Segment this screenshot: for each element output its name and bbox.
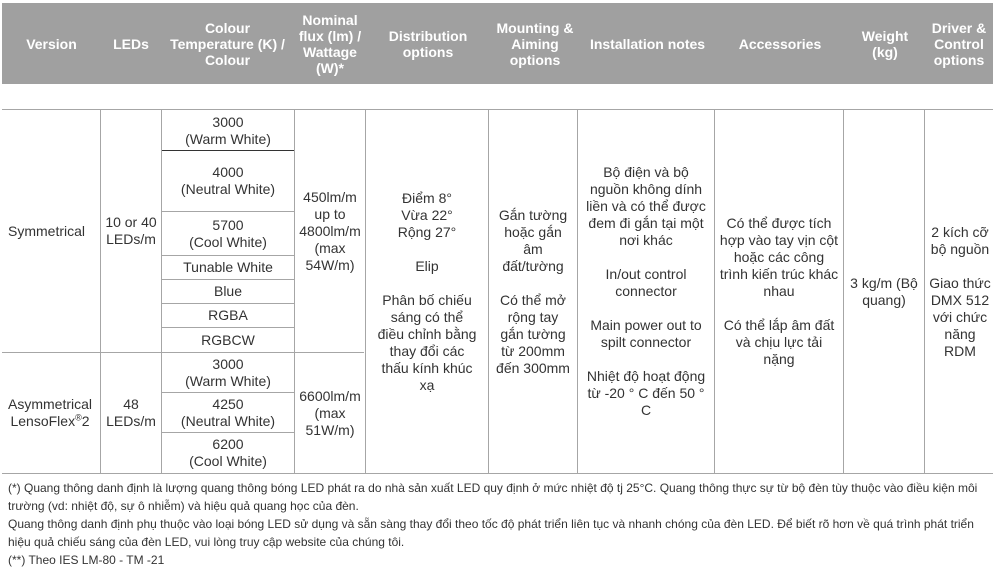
version-asymmetrical: [8, 353, 100, 473]
lensoflex-text: LensoFlex: [10, 413, 76, 429]
driver-dmx-rdm: Giao thức DMX 512 với chức năng RDM: [929, 274, 991, 359]
weight: 3 kg/m (Bộ quang): [850, 274, 918, 308]
colour-blue: Blue: [213, 283, 243, 299]
mounting-wall-ground: Gắn tường hoặc gắn âm đất/tường: [498, 206, 568, 274]
colour-temp: 4250: [212, 395, 244, 412]
colour-6200-cool-asym: [162, 433, 294, 473]
footnote-nominal-flux: (*) Quang thông danh định là lượng quang thông bóng LED phát ra do nhà sản xuất LED quy định ở mức nhiệt độ tj 25°C. Quang thông thực sự từ bộ đèn tùy thuộc vào điều kiện môi trường (vd: nhiệt độ, sự ô nhiễm) và hiệu quả quang học của đèn.: [8, 481, 978, 513]
installation-notes: [578, 110, 714, 473]
colour-temp: 6200: [212, 436, 244, 452]
footnotes: [8, 479, 993, 569]
colour-name: (Warm White): [185, 372, 271, 389]
header-installation: Installation notes: [589, 35, 706, 52]
colour-3000-warm-asym: [162, 353, 294, 392]
colour-name: (Neutral White): [180, 412, 276, 429]
installation-control-connector: In/out control connector: [605, 266, 687, 299]
installation-power-connector: Main power out to spilt connector: [590, 317, 702, 350]
footnote-led-evolution: Quang thông danh định phụ thuộc vào loại bóng LED sử dụng và sẵn sàng thay đổi theo tốc độ phát triển liên tục và nhanh chóng của đèn LED. Để biết rõ hơn về quá trình phát triển hiệu quả chiếu sáng của đèn LED, vui lòng truy cập website của chúng tôi.: [8, 517, 974, 549]
colour-4250-neutral-asym: [162, 393, 294, 432]
header-colour-temperature: Colour Temperature (K) / Colour: [170, 19, 285, 68]
colour-name: (Neutral White): [180, 181, 276, 197]
colour-temp: 4000: [212, 164, 244, 180]
version-symmetrical: Symmetrical: [8, 222, 86, 239]
driver-sizes: 2 kích cỡ bộ nguồn: [930, 223, 990, 257]
distribution-medium: Vừa 22°: [401, 206, 453, 223]
table-bottom-rule: [2, 473, 993, 474]
colour-rgba: RGBA: [208, 307, 248, 323]
distribution-elliptical: Elip: [415, 257, 439, 274]
header-distribution: Distribution options: [388, 27, 468, 60]
accessory-handrail: Có thể được tích hợp vào tay vịn cột hoặc các công trình kiến trúc khác nhau: [719, 215, 839, 299]
colour-3000-warm: [162, 112, 294, 150]
colour-rgbcw: RGBCW: [201, 331, 255, 348]
header-version: Version: [26, 35, 77, 52]
header-leds: LEDs: [113, 35, 149, 52]
header-nominal-flux: Nominal flux (lm) / Wattage (W)*: [298, 11, 362, 76]
driver-control-options: [925, 110, 995, 473]
registered-mark: ®: [75, 412, 82, 423]
installation-temperature: Nhiệt độ hoạt động từ -20 ° C đến 50 ° C: [586, 368, 706, 418]
mounting-options: [489, 110, 577, 473]
accessory-inground: Có thể lắp âm đất và chịu lực tải nặng: [723, 317, 835, 367]
footnote-ies: (**) Theo IES LM-80 - TM -21: [8, 553, 165, 567]
leds-symmetrical: 10 or 40 LEDs/m: [105, 214, 157, 247]
accessories: [715, 110, 843, 473]
colour-5700-cool: [162, 212, 294, 255]
colour-name: (Cool White): [189, 233, 267, 250]
colour-tunable-white: Tunable White: [183, 259, 273, 275]
colour-4000-neutral: [162, 151, 294, 211]
header-accessories: Accessories: [738, 35, 822, 52]
flux-symmetrical: 450lm/m up to 4800lm/m (max 54W/m): [299, 188, 361, 273]
lensoflex-version: 2: [81, 413, 90, 429]
colour-temp: 5700: [212, 216, 244, 233]
flux-asymmetrical: 6600lm/m (max 51W/m): [299, 387, 361, 438]
header-driver: Driver & Control options: [931, 19, 987, 68]
distribution-wide: Rộng 27°: [397, 223, 457, 240]
distribution-spot: Điểm 8°: [402, 189, 452, 206]
header-weight: Weight (kg): [861, 27, 909, 60]
distribution-options: [366, 110, 488, 473]
installation-remote-driver: Bộ điện và bộ nguồn không dính liền và có thể được đem đi gắn tại một nơi khác: [586, 164, 706, 248]
distribution-adjustable: Phân bố chiếu sáng có thể điều chỉnh bằng thay đổi các thấu kính khúc xạ: [377, 291, 477, 393]
colour-temp: 3000: [212, 114, 244, 130]
version-line: Asymmetrical: [8, 396, 93, 412]
version-line: [10, 413, 89, 430]
colour-temp: 3000: [212, 355, 244, 372]
colour-name: (Warm White): [185, 131, 271, 147]
leds-asymmetrical: 48 LEDs/m: [106, 396, 156, 429]
mounting-extension-arm: Có thể mở rộng tay gắn tường từ 200mm đến 300mm: [496, 291, 570, 376]
colour-name: (Cool White): [189, 453, 267, 469]
table-header: [2, 3, 993, 84]
header-mounting: Mounting & Aiming options: [496, 19, 574, 68]
